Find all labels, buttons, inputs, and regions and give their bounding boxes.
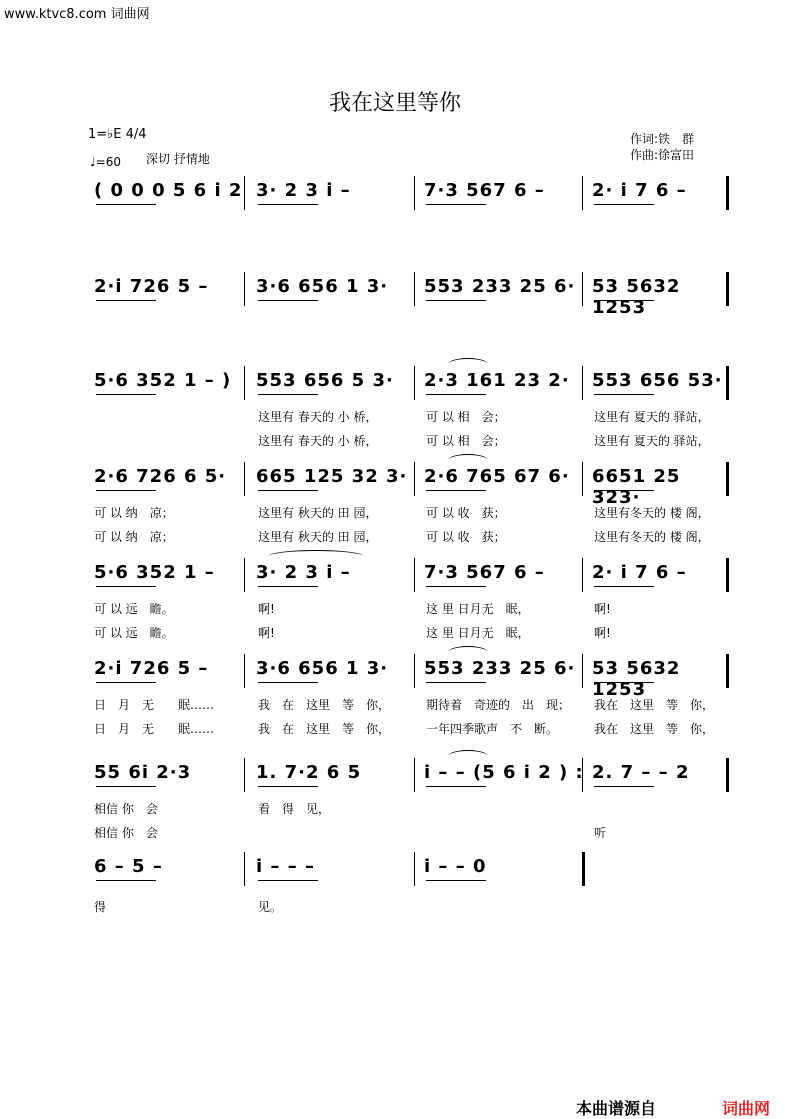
beam-underline <box>96 880 156 881</box>
lyric-text: 我 在 这里 等 你， <box>258 698 391 712</box>
barline <box>244 366 245 400</box>
lyric-text: 这里有 秋天的 田 园， <box>258 506 378 520</box>
beam-underline <box>96 204 156 205</box>
barline <box>244 558 245 592</box>
lyric-text: 日 月 无 眠…… <box>94 698 215 712</box>
measure-notes: 2. 7 – – 2 <box>592 762 690 783</box>
measure-notes: 2·i 726 5 – <box>94 276 209 297</box>
key-signature: 1=♭E 4/4 <box>88 127 147 142</box>
measure-notes: 55 6i 2·3 <box>94 762 192 783</box>
lyric-text: 啊! <box>258 626 275 640</box>
beam-underline <box>96 786 156 787</box>
measure-notes: ( 0 0 0 5 6 i 2 <box>94 180 243 201</box>
measure-notes: 6 – 5 – <box>94 856 163 877</box>
barline <box>414 462 415 496</box>
lyric-text: 可 以 远 瞻。 <box>94 602 174 616</box>
barline <box>414 654 415 688</box>
beam-underline <box>426 586 486 587</box>
slur-arc <box>448 646 488 659</box>
beam-underline <box>594 300 654 301</box>
beam-underline <box>426 394 486 395</box>
measure-notes: i – – – <box>256 856 315 877</box>
staff-row <box>88 654 728 700</box>
measure-notes: i – – (5 6 i 2 ) : <box>424 762 584 783</box>
beam-underline <box>594 682 654 683</box>
expression-marking: 深切 抒情地 <box>146 152 210 166</box>
lyric-text: 可 以 纳 凉； <box>94 530 174 544</box>
staff-row <box>88 176 728 210</box>
beam-underline <box>426 786 486 787</box>
lyric-text: 可 以 远 瞻。 <box>94 626 174 640</box>
measure-notes: 553 233 25 6· <box>424 276 576 297</box>
barline <box>726 758 729 792</box>
barline <box>582 852 585 886</box>
lyric-text: 一年四季歌声 不 断。 <box>426 722 559 736</box>
barline <box>244 758 245 792</box>
measure-notes: 7·3 567 6 – <box>424 562 545 583</box>
staff-row <box>88 852 728 886</box>
staff-row <box>88 272 728 318</box>
measure-notes: 3· 2 3 i – <box>256 180 351 201</box>
barline <box>244 654 245 688</box>
measure-notes: 5·6 352 1 – ) <box>94 370 232 391</box>
lyric-text: 这里有 夏天的 驿站， <box>594 410 710 424</box>
lyric-text: 啊! <box>258 602 275 616</box>
lyric-text: 我在 这里 等 你， <box>594 722 715 736</box>
measure-notes: 2· i 7 6 – <box>592 562 687 583</box>
beam-underline <box>594 204 654 205</box>
measure-notes: 53 5632 1253 <box>592 658 681 700</box>
measure-notes: 1. 7·2 6 5 <box>256 762 362 783</box>
measure-notes: 553 233 25 6· <box>424 658 576 679</box>
measure-notes: 3·6 656 1 3· <box>256 276 389 297</box>
lyricist-credit: 作词:铁 群 <box>630 132 695 146</box>
beam-underline <box>96 682 156 683</box>
beam-underline <box>594 394 654 395</box>
lyric-text: 可 以 收 获； <box>426 506 506 520</box>
measure-notes: 3·6 656 1 3· <box>256 658 389 679</box>
footer-site-logo: 词曲网 <box>722 1099 771 1118</box>
barline <box>582 272 583 306</box>
lyric-text: 这 里 日月无 眠， <box>426 626 530 640</box>
measure-notes: 2·3 161 23 2· <box>424 370 570 391</box>
staff-row <box>88 462 728 508</box>
lyric-text: 这里有冬天的 楼 阁， <box>594 530 710 544</box>
lyric-text: 相信 你 会 <box>94 802 158 816</box>
barline <box>414 852 415 886</box>
beam-underline <box>258 300 318 301</box>
beam-underline <box>258 786 318 787</box>
barline <box>244 272 245 306</box>
measure-notes: 53 5632 1253 <box>592 276 681 318</box>
beam-underline <box>426 300 486 301</box>
barline <box>726 176 729 210</box>
lyric-text: 可 以 收 获； <box>426 530 506 544</box>
lyric-text: 看 得 见， <box>258 802 331 816</box>
beam-underline <box>258 880 318 881</box>
barline <box>414 366 415 400</box>
lyric-text: 可 以 纳 凉； <box>94 506 174 520</box>
lyric-text: 这里有 春天的 小 桥， <box>258 410 378 424</box>
staff-row <box>88 366 728 400</box>
measure-notes: 2·6 765 67 6· <box>424 466 570 487</box>
footer-source: 本曲谱源自 <box>576 1099 657 1118</box>
lyric-text: 这里有 夏天的 驿站， <box>594 434 710 448</box>
lyric-text: 听 <box>594 826 607 840</box>
barline <box>726 558 729 592</box>
staff-row <box>88 558 728 592</box>
lyric-text: 这里有冬天的 楼 阁， <box>594 506 710 520</box>
lyric-text: 啊! <box>594 626 611 640</box>
lyric-text: 日 月 无 眠…… <box>94 722 215 736</box>
measure-notes: 2·6 726 6 5· <box>94 466 227 487</box>
measure-notes: 553 656 53· <box>592 370 723 391</box>
slur-arc <box>448 454 488 467</box>
barline <box>582 462 583 496</box>
measure-notes: i – – 0 <box>424 856 487 877</box>
composer-credit: 作曲:徐富田 <box>630 148 695 162</box>
beam-underline <box>594 586 654 587</box>
barline <box>414 176 415 210</box>
lyric-text: 这里有 秋天的 田 园， <box>258 530 378 544</box>
song-title: 我在这里等你 <box>328 91 461 116</box>
lyric-text: 可 以 相 会； <box>426 410 506 424</box>
barline <box>582 558 583 592</box>
lyric-text: 相信 你 会 <box>94 826 158 840</box>
measure-notes: 2· i 7 6 – <box>592 180 687 201</box>
measure-notes: 3· 2 3 i – <box>256 562 351 583</box>
measure-notes: 7·3 567 6 – <box>424 180 545 201</box>
slur-arc <box>448 750 488 763</box>
beam-underline <box>426 880 486 881</box>
measure-notes: 2·i 726 5 – <box>94 658 209 679</box>
barline <box>582 654 583 688</box>
lyric-text: 见。 <box>258 900 283 914</box>
beam-underline <box>258 490 318 491</box>
barline <box>244 462 245 496</box>
beam-underline <box>258 204 318 205</box>
beam-underline <box>96 394 156 395</box>
lyric-text: 我 在 这里 等 你， <box>258 722 391 736</box>
beam-underline <box>594 786 654 787</box>
slur-arc <box>268 550 364 563</box>
lyric-text: 这里有 春天的 小 桥， <box>258 434 378 448</box>
barline <box>582 366 583 400</box>
beam-underline <box>258 394 318 395</box>
tempo-marking: ♩=60 <box>90 155 121 169</box>
measure-notes: 5·6 352 1 – <box>94 562 215 583</box>
lyric-text: 啊! <box>594 602 611 616</box>
measure-notes: 6651 25 323· <box>592 466 681 508</box>
barline <box>414 558 415 592</box>
lyric-text: 可 以 相 会； <box>426 434 506 448</box>
staff-row <box>88 758 728 792</box>
barline <box>414 272 415 306</box>
beam-underline <box>96 300 156 301</box>
beam-underline <box>96 586 156 587</box>
beam-underline <box>594 490 654 491</box>
beam-underline <box>96 490 156 491</box>
barline <box>244 176 245 210</box>
lyric-text: 我在 这里 等 你， <box>594 698 715 712</box>
beam-underline <box>426 682 486 683</box>
lyric-text: 期待着 奇迹的 出 现； <box>426 698 571 712</box>
slur-arc <box>448 358 488 371</box>
lyric-text: 得 <box>94 900 107 914</box>
beam-underline <box>426 490 486 491</box>
barline <box>244 852 245 886</box>
barline <box>582 176 583 210</box>
barline <box>726 366 729 400</box>
measure-notes: 553 656 5 3· <box>256 370 394 391</box>
beam-underline <box>258 682 318 683</box>
measure-notes: 665 125 32 3· <box>256 466 408 487</box>
beam-underline <box>258 586 318 587</box>
beam-underline <box>426 204 486 205</box>
lyric-text: 这 里 日月无 眠， <box>426 602 530 616</box>
barline <box>414 758 415 792</box>
watermark: www.ktvc8.com 词曲网 <box>4 7 150 22</box>
